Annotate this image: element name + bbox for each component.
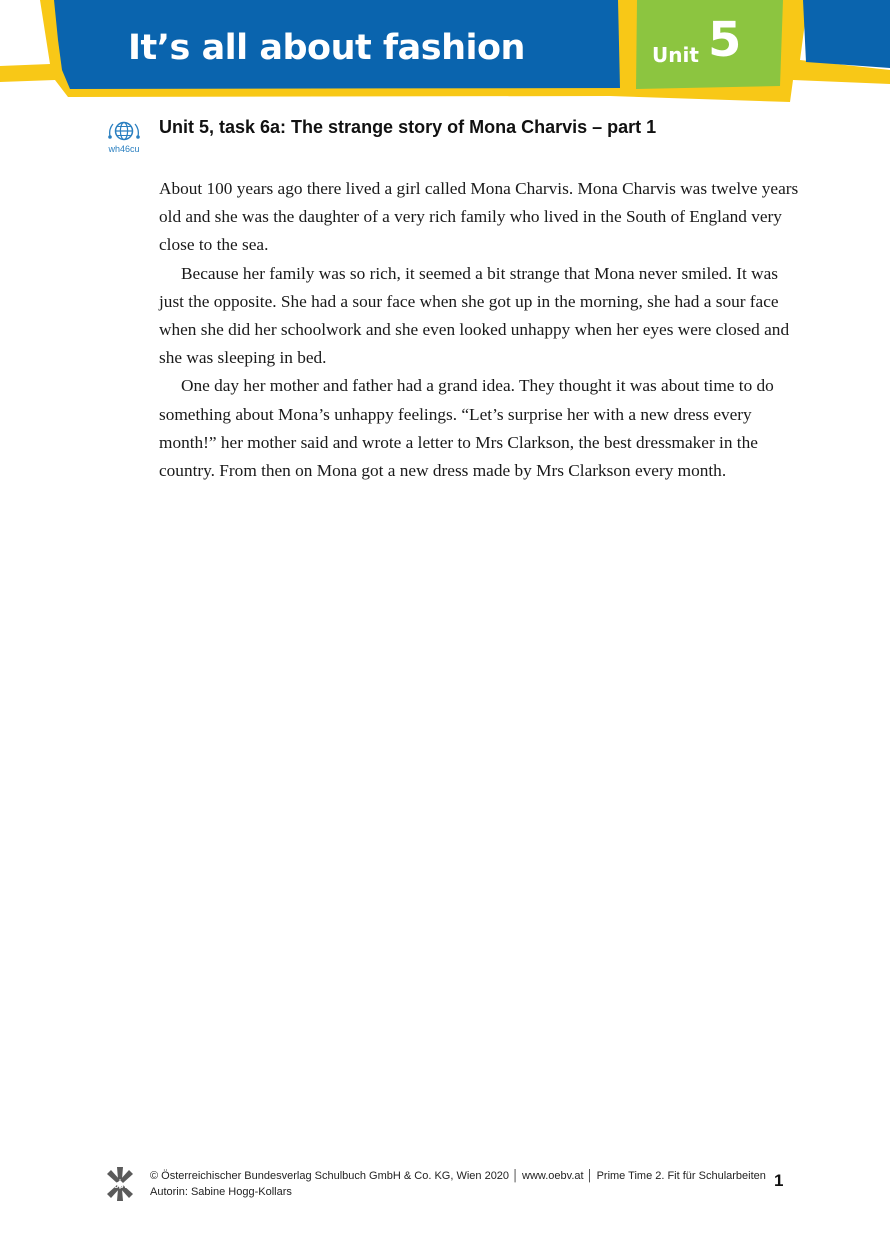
page-number: 1	[774, 1171, 784, 1190]
task-title: Unit 5, task 6a: The strange story of Mona Charvis – part 1	[159, 117, 657, 137]
header-title: It’s all about fashion	[128, 28, 525, 68]
story-paragraph: One day her mother and father had a grand idea. They thought it was about time to do something about Mona’s unhappy feelings. “Let’s surprise her with a new dress every month!” her mother said and wrote a letter to Mrs Clarkson, the best dressmaker in the country. From then on Mona got a new dress made by Mrs Clarkson every month.	[159, 376, 774, 481]
story-paragraph: About 100 years ago there lived a girl called Mona Charvis. Mona Charvis was twelve years old and she was the daughter of a very rich family who lived in the South of England very close to the sea.	[159, 179, 799, 255]
story-text	[159, 175, 799, 485]
oebv-logo-text: öbv	[113, 1181, 129, 1190]
unit-number: 5	[708, 12, 742, 68]
footer-author: Autorin: Sabine Hogg-Kollars	[150, 1186, 292, 1198]
page-header	[0, 0, 890, 110]
unit-label: Unit	[652, 43, 699, 67]
story-paragraph: Because her family was so rich, it seemed a bit strange that Mona never smiled. It was just the opposite. She had a sour face when she got up in the morning, she had a sour face when she did her schoolwork and she even looked unhappy when her eyes were closed and she was sleeping in bed.	[159, 263, 790, 368]
footer-copyright: © Österreichischer Bundesverlag Schulbuch GmbH & Co. KG, Wien 2020 │ www.oebv.at │ Prime Time 2. Fit für Schularbeiten	[150, 1170, 766, 1182]
web-code[interactable]: wh46cu	[108, 144, 140, 154]
oebv-logo	[104, 1167, 136, 1201]
